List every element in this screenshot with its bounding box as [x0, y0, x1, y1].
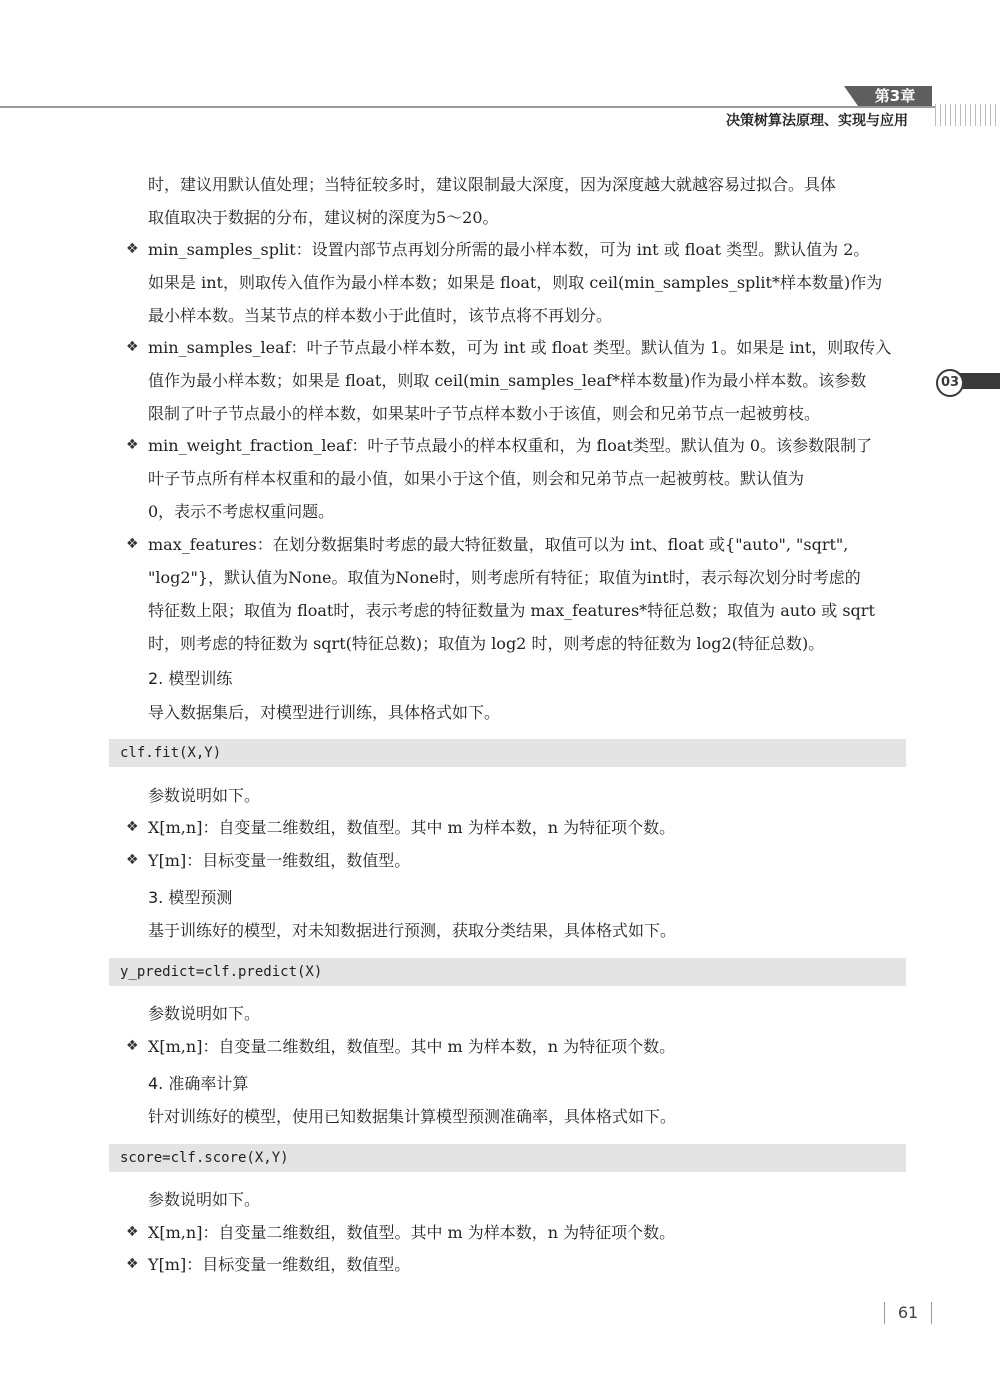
- code-block: y_predict=clf.predict(X): [109, 958, 906, 986]
- text-line: max_features：在划分数据集时考虑的最大特征数量，取值可以为 int、float 或{"auto", "sqrt",: [148, 535, 849, 554]
- side-chapter-bar: [958, 373, 1000, 389]
- bullet-icon: ❖: [126, 339, 139, 355]
- bullet-icon: ❖: [126, 1224, 139, 1240]
- paragraph: [148, 914, 906, 947]
- section-heading: 4. 准确率计算: [148, 1074, 249, 1093]
- text-line: Y[m]：目标变量一维数组，数值型。: [148, 1255, 411, 1274]
- text-line: 限制了叶子节点最小的样本数，如果某叶子节点样本数小于该值，则会和兄弟节点一起被剪枝。: [148, 404, 821, 423]
- text-line: 取值取决于数据的分布，建议树的深度为5～20。: [148, 208, 499, 227]
- text-line: 0，表示不考虑权重问题。: [148, 502, 335, 521]
- code-block: clf.fit(X,Y): [109, 739, 906, 767]
- header-rule: [0, 106, 935, 108]
- list-item: [126, 811, 906, 844]
- list-item: [126, 233, 906, 332]
- text-line: 针对训练好的模型，使用已知数据集计算模型预测准确率，具体格式如下。: [148, 1107, 677, 1126]
- chapter-tab: 第3章: [858, 86, 932, 106]
- side-chapter-badge: 03: [936, 369, 964, 397]
- paragraph: [148, 168, 906, 234]
- page-number: 61: [884, 1302, 932, 1324]
- text-line: min_samples_split：设置内部节点再划分所需的最小样本数，可为 int 或 float 类型。默认值为 2。: [148, 240, 870, 259]
- bullet-icon: ❖: [126, 1038, 139, 1054]
- bullet-icon: ❖: [126, 536, 139, 552]
- header-stripes: [935, 104, 1000, 126]
- paragraph: [148, 1100, 906, 1133]
- paragraph: [148, 1183, 906, 1216]
- text-line: 参数说明如下。: [148, 1004, 261, 1023]
- paragraph: [148, 696, 906, 729]
- paragraph: [148, 997, 906, 1030]
- text-line: 特征数上限；取值为 float时，表示考虑的特征数量为 max_features*特征总数；取值为 auto 或 sqrt: [148, 601, 875, 620]
- text-line: 参数说明如下。: [148, 1190, 261, 1209]
- text-line: X[m,n]：自变量二维数组，数值型。其中 m 为样本数，n 为特征项个数。: [148, 1037, 676, 1056]
- text-line: 基于训练好的模型，对未知数据进行预测，获取分类结果，具体格式如下。: [148, 921, 677, 940]
- list-item: [126, 1216, 906, 1249]
- text-line: X[m,n]：自变量二维数组，数值型。其中 m 为样本数，n 为特征项个数。: [148, 818, 676, 837]
- bullet-icon: ❖: [126, 437, 139, 453]
- bullet-icon: ❖: [126, 852, 139, 868]
- text-line: 参数说明如下。: [148, 786, 261, 805]
- text-line: 叶子节点所有样本权重和的最小值，如果小于这个值，则会和兄弟节点一起被剪枝。默认值为: [148, 469, 805, 488]
- bullet-icon: ❖: [126, 819, 139, 835]
- text-line: "log2"}，默认值为None。取值为None时，则考虑所有特征；取值为int时，表示每次划分时考虑的: [148, 568, 861, 587]
- section-heading: 2. 模型训练: [148, 669, 233, 688]
- list-item: [126, 844, 906, 877]
- list-item: [126, 528, 906, 660]
- paragraph: [148, 779, 906, 812]
- code-block: score=clf.score(X,Y): [109, 1144, 906, 1172]
- text-line: 导入数据集后，对模型进行训练，具体格式如下。: [148, 703, 501, 722]
- text-line: min_samples_leaf：叶子节点最小样本数，可为 int 或 float 类型。默认值为 1。如果是 int，则取传入: [148, 338, 892, 357]
- text-line: min_weight_fraction_leaf：叶子节点最小的样本权重和，为 float类型。默认值为 0。该参数限制了: [148, 436, 873, 455]
- text-line: 如果是 int，则取传入值作为最小样本数；如果是 float，则取 ceil(min_samples_split*样本数量)作为: [148, 273, 883, 292]
- text-line: 时，则考虑的特征数为 sqrt(特征总数)；取值为 log2 时，则考虑的特征数为 log2(特征总数)。: [148, 634, 825, 653]
- list-item: [126, 1030, 906, 1063]
- bullet-icon: ❖: [126, 241, 139, 257]
- bullet-icon: ❖: [126, 1256, 139, 1272]
- list-item: [126, 1248, 906, 1281]
- text-line: 值作为最小样本数；如果是 float，则取 ceil(min_samples_leaf*样本数量)作为最小样本数。该参数: [148, 371, 867, 390]
- text-line: X[m,n]：自变量二维数组，数值型。其中 m 为样本数，n 为特征项个数。: [148, 1223, 676, 1242]
- text-line: 时，建议用默认值处理；当特征较多时，建议限制最大深度，因为深度越大就越容易过拟合。具体: [148, 175, 837, 194]
- text-line: Y[m]：目标变量一维数组，数值型。: [148, 851, 411, 870]
- list-item: [126, 429, 906, 528]
- text-line: 最小样本数。当某节点的样本数小于此值时，该节点将不再划分。: [148, 306, 613, 325]
- list-item: [126, 331, 906, 430]
- running-title: 决策树算法原理、实现与应用: [726, 113, 908, 129]
- section-heading: 3. 模型预测: [148, 888, 233, 907]
